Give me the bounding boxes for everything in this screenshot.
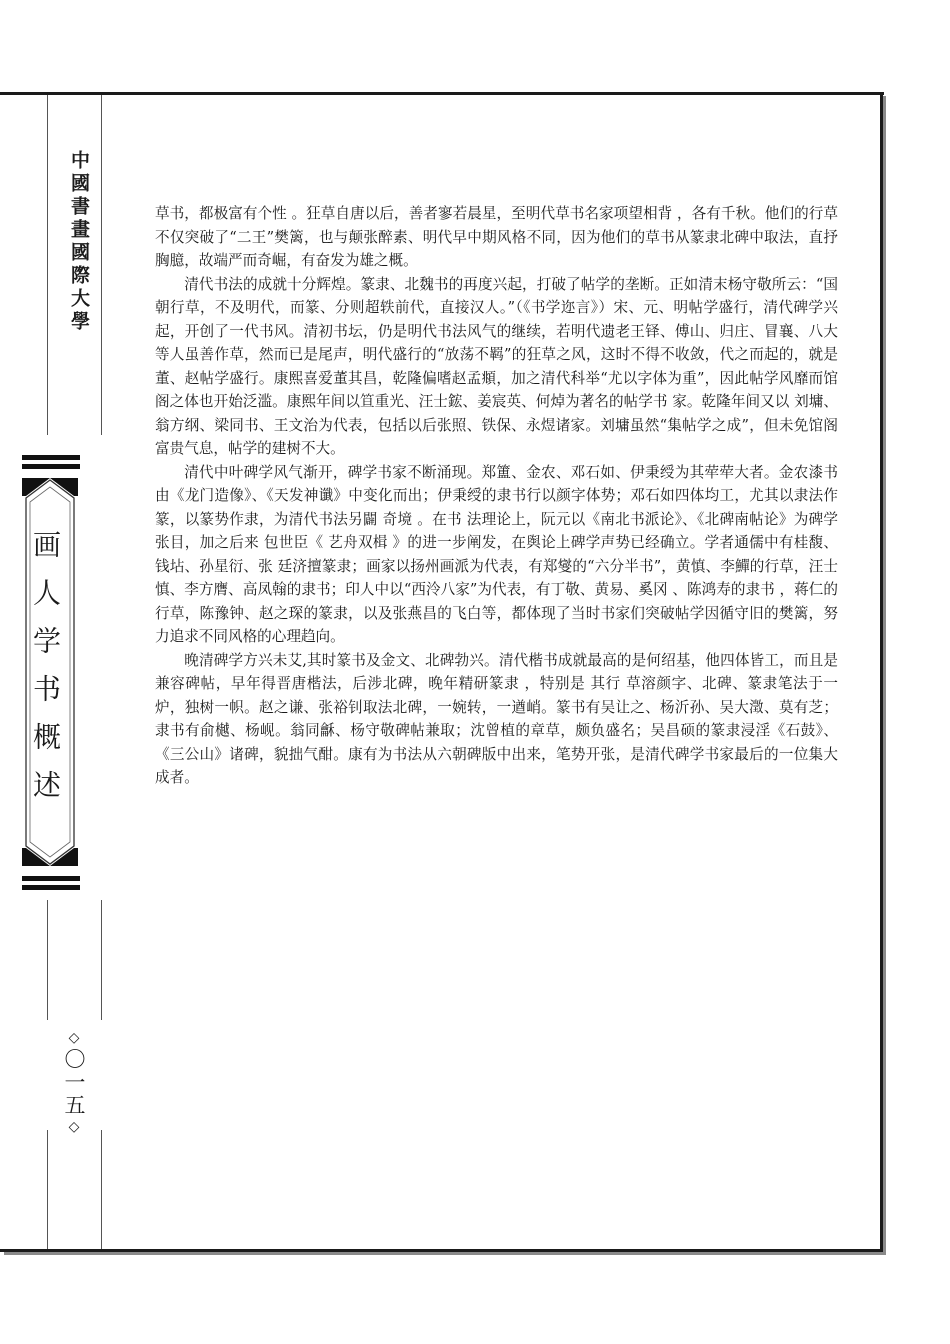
sidebar-line-right-top: [101, 95, 102, 435]
ornament-bar-top-1: [22, 455, 80, 460]
page-frame-shadow-right: [883, 96, 886, 1255]
page-frame-top: [0, 92, 884, 95]
sidebar-line-left-top: [47, 95, 48, 435]
sidebar-line-right-mid: [101, 900, 102, 1020]
ornament-bar-bottom-1: [22, 876, 80, 881]
page-frame-shadow-bottom: [4, 1252, 886, 1255]
paragraph: 清代书法的成就十分辉煌。篆隶、北魏书的再度兴起，打破了帖学的垄断。正如清末杨守敬所云：“国朝行草，不及明代，而篆、分则超轶前代，直接汉人。”（《书学迩言》）宋、元、明帖学盛行，清代碑学兴起，开创了一代书风。清初书坛，仍是明代书法风气的继续，若明代遗老王铎、傅山、归庄、冒襄、八大等人虽善作草，然而已是尾声，明代盛行的“放荡不羁”的狂草之风，这时不得不收敛，代之而起的，就是董、赵帖学盛行。康熙喜爱董其昌，乾隆偏嗜赵孟頫，加之清代科举“尤以字体为重”，因此帖学风靡而馆阁之体也开始泛滥。康熙年间以笪重光、汪士鋐、姜宸英、何焯为著名的帖学书 家。乾隆年间又以 刘墉、翁方纲、梁同书、王文治为代表，包括以后张照、铁保、永煜诸家。刘墉虽然“集帖学之成”，但未免馆阁富贵气息，帖学的建树不大。: [155, 275, 838, 457]
school-name: 中國書畫國際大學: [68, 150, 90, 334]
page-number: 〇一五: [62, 1048, 86, 1117]
paragraph: 草书，都极富有个性 。狂草自唐以后，善者寥若晨星，至明代草书名家项望相背 ，各有千秋。他们的行草不仅突破了“二王”樊篱，也与颠张醉素、明代早中期风格不同，因为他们的草书从篆隶北碑中取法，直抒胸臆，故端严而奇崛，有奋发为雄之概。: [155, 205, 838, 269]
ornament-bar-bottom-2: [22, 885, 80, 890]
sidebar-line-left-bottom: [47, 1130, 48, 1249]
sidebar-line-right-bottom: [101, 1130, 102, 1249]
ornament-bar-top-2: [22, 464, 80, 469]
section-title: 画人学书概述: [29, 530, 62, 818]
diamond-icon-top: ◇: [68, 1030, 80, 1046]
diamond-icon-bottom: ◇: [68, 1119, 80, 1135]
page-number-block: [58, 1028, 90, 1137]
paragraph: 晚清碑学方兴未艾,其时篆书及金文、北碑勃兴。清代楷书成就最高的是何绍基，他四体皆工，而且是兼容碑帖，早年得晋唐楷法，后涉北碑，晚年精研篆隶 ，特别是 其行 草溶颜字、北碑、篆隶笔法于一炉，独树一帜。赵之谦、张裕钊取法北碑，一婉转，一遒峭。篆书有吴让之、杨沂孙、吴大澂、莫有芝；隶书有俞樾、杨岘。翁同龢、杨守敬碑帖兼取；沈曾植的章草，颇负盛名；吴昌硕的篆隶浸淫《石鼓》、《三公山》诸碑，貌拙气酣。康有为书法从六朝碑版中出来，笔势开张，是清代碑学书家最后的一位集大成者。: [155, 651, 838, 786]
body-text: [155, 202, 838, 790]
paragraph: 清代中叶碑学风气渐开，碑学书家不断涌现。郑簠、金农、邓石如、伊秉绶为其荦荦大者。金农漆书由《龙门造像》、《天发神谶》中变化而出；伊秉绶的隶书行以颜字体势；邓石如四体均工，尤其以隶法作篆，以篆势作隶，为清代书法另闢 奇境 。在书 法理论上，阮元以《南北书派论》、《北碑南帖论》为碑学张目，加之后来 包世臣《 艺舟双楫 》的进一步阐发，在舆论上碑学声势已经确立。学者通儒中有桂馥、钱坫、孙星衍、张 廷济擅篆隶；画家以扬州画派为代表，有郑燮的“六分半书”，黄慎、李鱓的行草，汪士慎、李方膺、高凤翰的隶书；印人中以“西泠八家”为代表，有丁敬、黄易、奚冈 、陈鸿寿的隶书 ，蒋仁的行草，陈豫钟、赵之琛的篆隶，以及张燕昌的飞白等，都体现了当时书家们突破帖学因循守旧的樊篱，努力追求不同风格的心理趋向。: [155, 463, 838, 645]
sidebar-line-left-mid: [47, 900, 48, 1020]
